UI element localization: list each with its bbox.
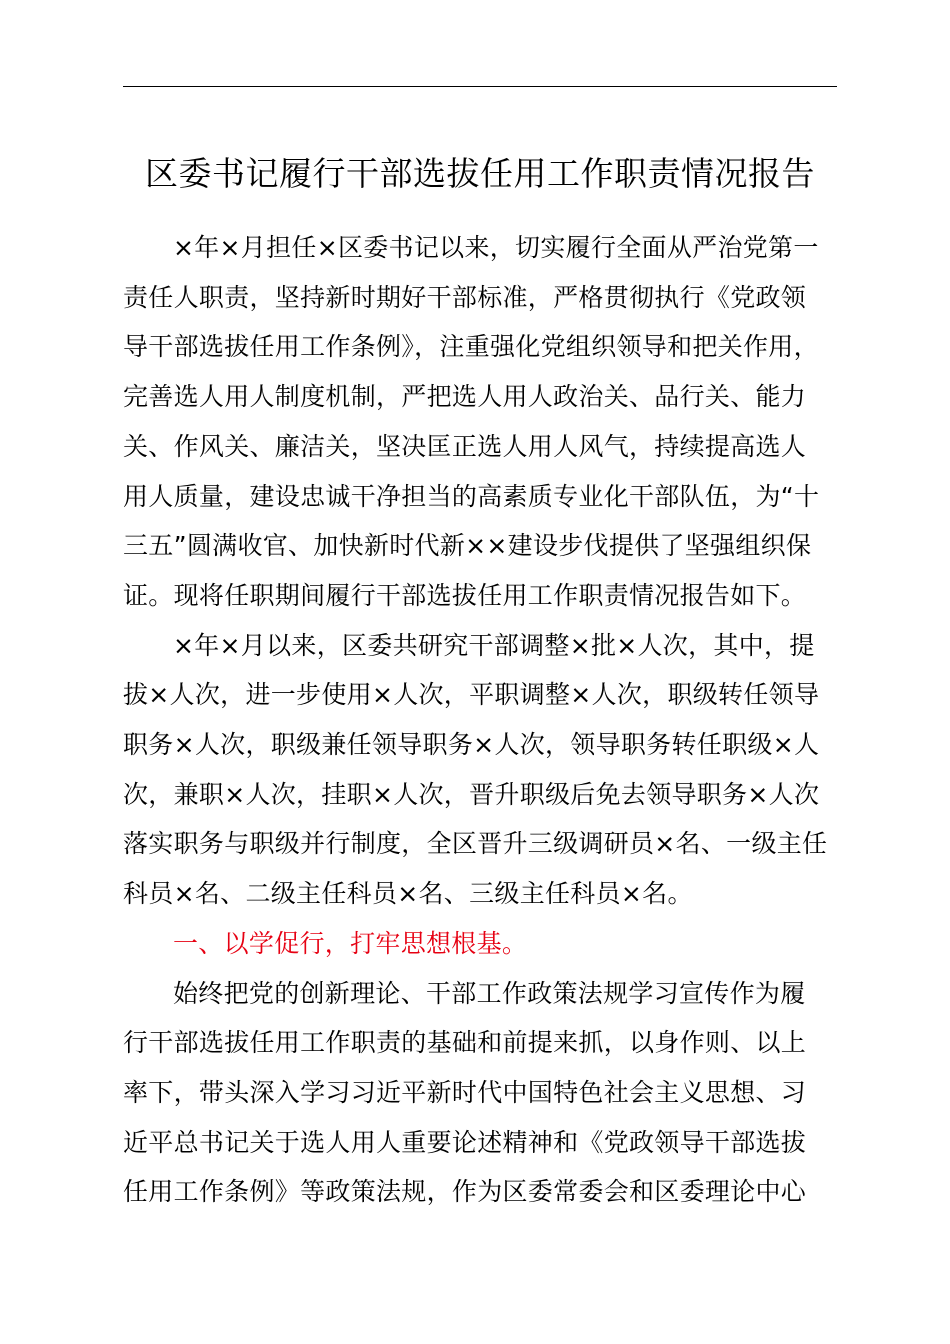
text-line: 始终把党的创新理论、干部工作政策法规学习宣传作为履: [173, 978, 806, 1008]
paragraph-intro: [123, 223, 837, 621]
text-line: ×年×月担任×区委书记以来，切实履行全面从严治党第一: [173, 233, 819, 262]
text-line: 职务×人次，职级兼任领导职务×人次，领导职务转任职级×人: [123, 730, 820, 760]
text-line: 行干部选拔任用工作职责的基础和前提来抓，以身作则、以上: [123, 1028, 807, 1058]
paragraph-study: [123, 969, 837, 1218]
text-line: 用人质量，建设忠诚干净担当的高素质专业化干部队伍，为“十: [123, 481, 820, 511]
section-heading: [123, 919, 837, 969]
header-rule: [123, 86, 837, 87]
text-line: 三五”圆满收官、加快新时代新××建设步伐提供了坚强组织保: [123, 531, 812, 561]
paragraph-statistics: [123, 621, 837, 919]
text-line: 责任人职责，坚持新时期好干部标准，严格贯彻执行《党政领: [123, 282, 807, 312]
text-line: 落实职务与职级并行制度，全区晋升三级调研员×名、一级主任: [123, 829, 828, 859]
document-title: 区委书记履行干部选拔任用工作职责情况报告: [145, 154, 815, 193]
text-line: 近平总书记关于选人用人重要论述精神和《党政领导干部选拔: [123, 1127, 807, 1157]
text-line: 任用工作条例》等政策法规，作为区委常委会和区委理论中心: [123, 1177, 807, 1207]
text-line: 证。现将任职期间履行干部选拔任用工作职责情况报告如下。: [123, 580, 807, 610]
text-line: 拔×人次，进一步使用×人次，平职调整×人次，职级转任领导: [123, 680, 820, 710]
text-line: 完善选人用人制度机制，严把选人用人政治关、品行关、能力: [123, 382, 807, 412]
text-line: 科员×名、二级主任科员×名、三级主任科员×名。: [123, 879, 693, 909]
text-line: 率下，带头深入学习习近平新时代中国特色社会主义思想、习: [123, 1077, 807, 1107]
text-line: 关、作风关、廉洁关，坚决匡正选人用人风气，持续提高选人: [123, 431, 807, 461]
text-line: ×年×月以来，区委共研究干部调整×批×人次，其中，提: [173, 630, 815, 660]
text-line: 次，兼职×人次，挂职×人次，晋升职级后免去领导职务×人次: [123, 779, 820, 809]
section-heading-text: 一、以学促行，打牢思想根基。: [173, 928, 528, 958]
text-line: 导干部选拔任用工作条例》，注重强化党组织领导和把关作用，: [123, 332, 819, 362]
document-body: [123, 223, 837, 1217]
